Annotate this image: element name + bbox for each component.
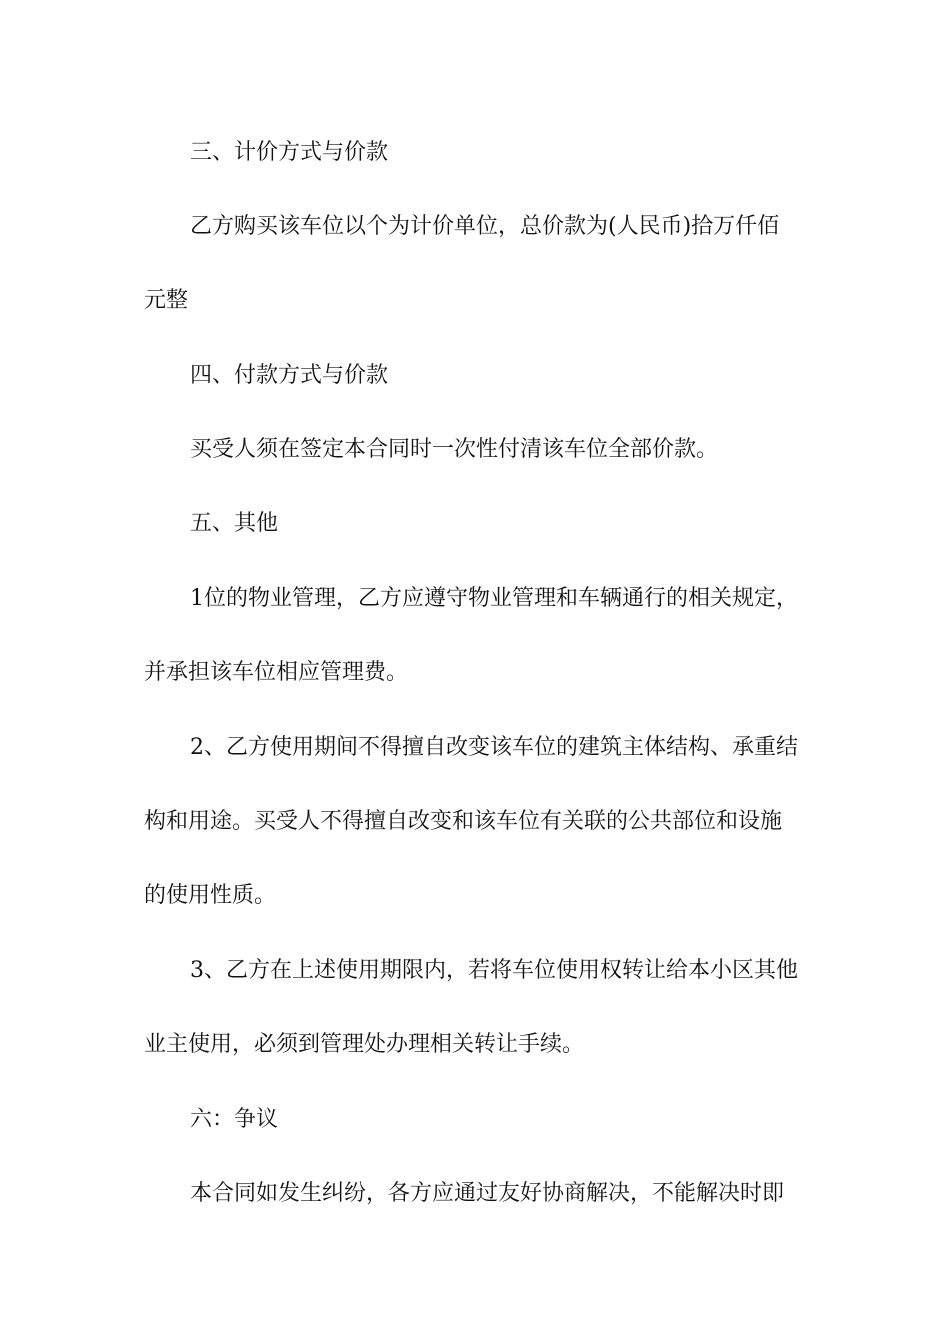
paragraph-line: 业主使用，必须到管理处办理相关转让手续。 [144, 1032, 585, 1057]
paragraph-line: 乙方购买该车位以个为计价单位，总价款为(人民币)拾万仟佰 [190, 214, 780, 239]
paragraph-line: 1位的物业管理，乙方应遵守物业管理和车辆通行的相关规定， [190, 586, 798, 611]
paragraph-line: 本合同如发生纠纷，各方应通过友好协商解决，不能解决时即 [190, 1181, 785, 1206]
paragraph-line: 构和用途。买受人不得擅自改变和该车位有关联的公共部位和设施 [144, 809, 783, 834]
paragraph-line: 元整 [144, 288, 189, 313]
section-heading-payment: 四、付款方式与价款 [190, 363, 389, 388]
paragraph-line: 2、乙方使用期间不得擅自改变该车位的建筑主体结构、承重结 [190, 735, 798, 760]
paragraph-line: 3、乙方在上述使用期限内，若将车位使用权转让给本小区其他 [190, 958, 798, 983]
section-heading-pricing: 三、计价方式与价款 [190, 140, 389, 165]
section-heading-other: 五、其他 [190, 511, 279, 536]
section-heading-dispute: 六：争议 [190, 1107, 279, 1132]
paragraph-line: 的使用性质。 [144, 883, 277, 908]
paragraph-line: 并承担该车位相应管理费。 [144, 660, 409, 685]
paragraph-line: 买受人须在签定本合同时一次性付清该车位全部价款。 [190, 437, 719, 462]
